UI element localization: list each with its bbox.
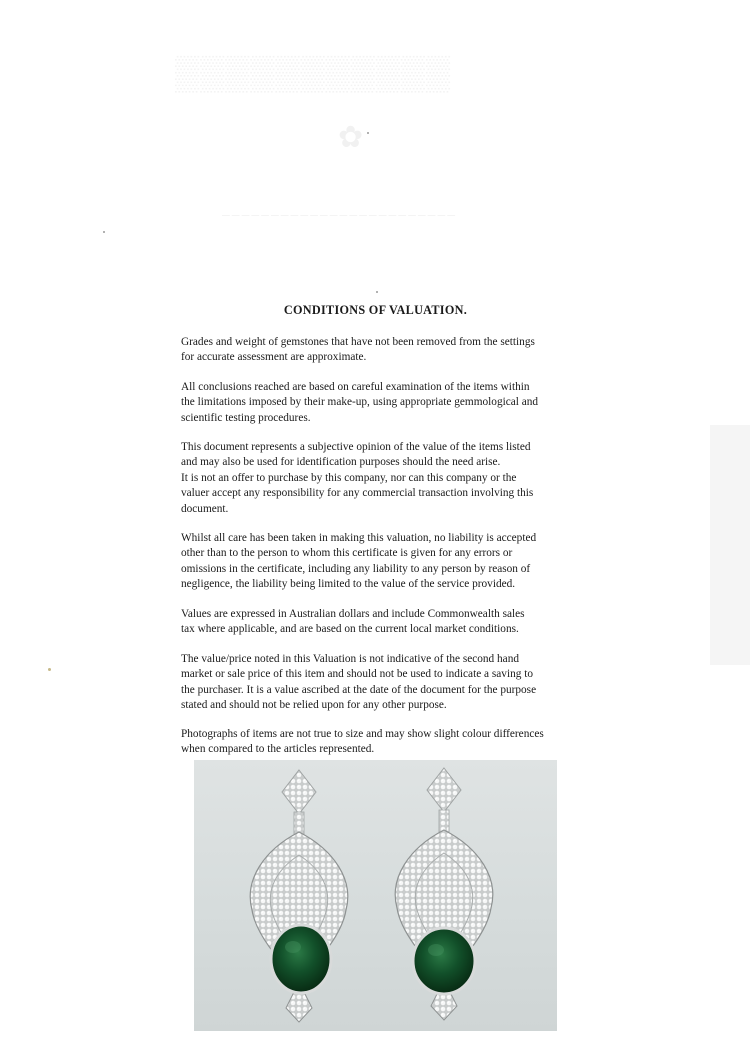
scan-speck	[48, 668, 51, 671]
bleed-through-edge	[710, 425, 750, 665]
paragraph-gemstone-grades	[181, 335, 570, 366]
text-line: omissions in the certificate, including any liability to any person by reason of	[181, 562, 531, 575]
bleed-through-emblem: ✿	[338, 121, 364, 154]
paragraph-photographs	[181, 727, 570, 758]
text-line: and may also be used for identification purposes should the need arise.	[181, 456, 501, 469]
bleed-through-subtitle: ────────────────────────	[222, 210, 458, 222]
text-line: the purchaser. It is a value ascribed at the date of the document for the purpose	[181, 683, 537, 696]
earrings-photo	[194, 760, 557, 1031]
text-line: the limitations imposed by their make-up, using appropriate gemmological and	[181, 396, 539, 409]
text-line: market or sale price of this item and should not be used to indicate a saving to	[181, 668, 533, 681]
text-line: It is not an offer to purchase by this company, nor can this company or the	[181, 471, 517, 484]
text-line: Whilst all care has been taken in making this valuation, no liability is accepted	[181, 532, 537, 544]
scan-speck	[376, 291, 378, 293]
text-line: other than to the person to whom this certificate is given for any errors or	[181, 547, 513, 560]
text-line: when compared to the articles represented.	[181, 743, 375, 756]
text-line: tax where applicable, and are based on the current local market conditions.	[181, 623, 519, 636]
paragraph-currency	[181, 607, 570, 638]
text-line: stated and should not be relied upon for any other purpose.	[181, 699, 447, 712]
earrings-illustration	[194, 760, 557, 1031]
left-earring	[250, 770, 348, 1022]
right-earring	[395, 768, 493, 1020]
paragraph-conclusions	[181, 380, 570, 426]
text-line: scientific testing procedures.	[181, 411, 311, 424]
scan-speck	[367, 132, 369, 134]
text-line: Photographs of items are not true to size and may show slight colour differences	[181, 728, 544, 740]
paragraph-value-price	[181, 652, 570, 714]
text-line: Values are expressed in Australian dollars and include Commonwealth sales	[181, 608, 525, 620]
text-line: The value/price noted in this Valuation is not indicative of the second hand	[181, 653, 519, 665]
paragraph-liability	[181, 531, 570, 593]
text-line: document.	[181, 502, 229, 515]
text-line: This document represents a subjective opinion of the value of the items listed	[181, 441, 531, 453]
scan-speck	[103, 231, 105, 233]
text-line: negligence, the liability being limited to the value of the service provided.	[181, 578, 516, 591]
paragraph-subjective-opinion	[181, 440, 570, 517]
text-line: for accurate assessment are approximate.	[181, 351, 367, 364]
text-line: Grades and weight of gemstones that have not been removed from the settings	[181, 336, 535, 348]
bleed-through-title	[175, 55, 451, 93]
text-line: valuer accept any responsibility for any commercial transaction involving this	[181, 487, 534, 500]
text-line: All conclusions reached are based on careful examination of the items within	[181, 381, 530, 393]
page-heading: CONDITIONS OF VALUATION.	[283, 303, 468, 317]
